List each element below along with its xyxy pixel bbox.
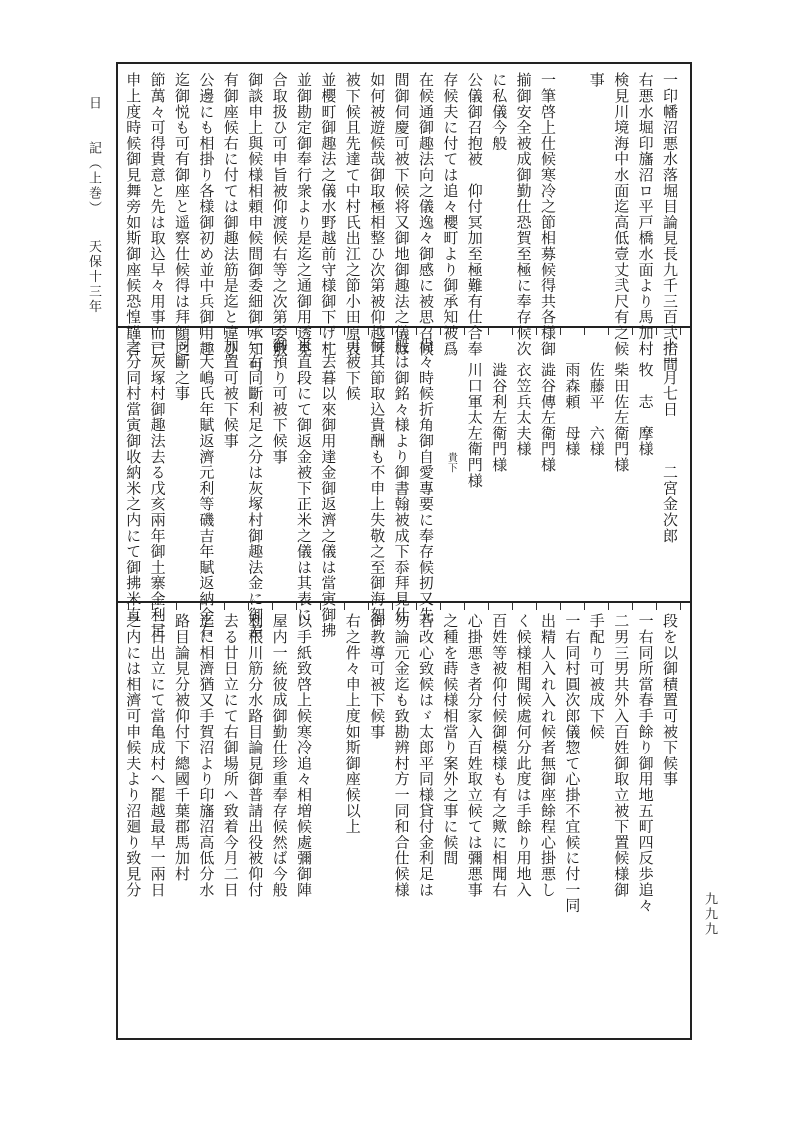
text-column: 澁谷利左衛門様	[490, 362, 509, 473]
text-column: 事	[587, 72, 606, 88]
ruler-tick	[128, 603, 129, 610]
ruler-tick	[464, 603, 465, 610]
ruler-tick	[224, 328, 225, 335]
text-column: 有御座候右に付ては御趣法筋是迄と違ひ	[221, 72, 240, 357]
text-column: 合取扱ひ可申旨被仰渡候右等之次第委敷	[270, 72, 289, 357]
ruler-tick	[488, 603, 489, 610]
ruler-tick	[272, 328, 273, 335]
ruler-tick	[320, 603, 321, 610]
ruler-tick	[200, 603, 201, 610]
ruler-tick	[200, 328, 201, 335]
text-column: 一去暮以來御用達金御返濟之儀は當寅御拂	[319, 338, 338, 639]
ruler-tick	[560, 603, 561, 610]
text-column: 検見川境海中水面迄高低壹丈弐尺有之候	[612, 72, 631, 357]
text-column: 一灰塚村御趣法去る戊亥兩年御土寨金利足	[148, 338, 167, 639]
text-column: 間御伺慶可被下候将又御地御趣法之儀は	[392, 72, 411, 357]
ruler-tick	[656, 328, 657, 335]
text-column: 迄に相濟猶又手賀沼より印旛沼高低分水	[197, 613, 216, 898]
text-column: 在候通御趣法向之儀逸々御感に被思召候	[417, 72, 435, 357]
text-column: 路目論見分被仰付下總國千葉郡馬加村	[173, 613, 191, 882]
text-column: 手配り可被成下候	[587, 613, 606, 740]
ruler-tick	[440, 603, 441, 610]
text-column: 若改心致候はゞ太郎平同様貸付金利足は	[417, 613, 435, 898]
text-column: 澁谷傳左衛門様	[539, 362, 557, 473]
text-column: 一右同斷利足之分は灰塚村御趣法金に御差	[246, 338, 265, 639]
text-column: 加置可被下候事	[221, 338, 240, 449]
text-column: 揃御安全被成御勤仕恐賀至極に奉存候次	[514, 72, 533, 357]
text-column: 一右同村圓次郎儀惣て心掛不宜候に付一同	[563, 613, 582, 914]
ruler-tick	[512, 328, 513, 335]
text-column: 牧 志 摩様	[636, 362, 655, 457]
text-column: 勿論元金迄も致勘辨村方一同和合仕候様	[392, 613, 411, 898]
ruler-tick	[440, 328, 441, 335]
text-column: 申上度時候御見舞旁如斯御座候恐惶謹言	[124, 72, 143, 357]
ruler-tick	[608, 328, 609, 335]
text-column: 迄御悦も可有御座と遥察仕候得は拜顔之	[173, 72, 191, 357]
ruler-tick	[512, 603, 513, 610]
text-column: 段を以御積置可被下候事	[661, 613, 679, 787]
text-column: 之種を蒔候様相當り案外之事に候間	[441, 613, 460, 866]
text-column: に私儀今般	[490, 72, 509, 151]
text-column: 心掛悪き者分家入百姓取立候ては彌悪事	[465, 613, 484, 898]
ruler-tick	[416, 603, 417, 610]
text-column: 御預り可被下候事	[270, 338, 289, 465]
text-column: 被下候且先達て中村氏出江之節小田原表	[343, 72, 362, 357]
ruler-tick	[296, 603, 297, 610]
text-column: 之内には相濟可申候夫より沼廻り致見分	[124, 613, 143, 898]
ruler-tick	[464, 328, 465, 335]
text-column: 出精人入れ入れ候者無御座餘程心掛悪し	[539, 613, 557, 898]
book-title: 日 記（上巻）	[86, 96, 101, 210]
ruler-tick	[608, 603, 609, 610]
ruler-tick	[224, 603, 225, 610]
text-column: 一筆啓上仕候寒冷之節相募候得共各様御	[539, 72, 557, 357]
ruler-tick	[536, 603, 537, 610]
ruler-tick	[344, 328, 345, 335]
text-column: 御談申上與候様相頼申候間御委細御承知可	[246, 72, 265, 373]
page-number: 九九九	[702, 892, 717, 937]
text-column: 川口軍太左衛門様	[465, 362, 484, 489]
ruler-tick	[560, 328, 561, 335]
ruler-tick	[632, 328, 633, 335]
ruler-tick	[248, 603, 249, 610]
ruler-tick	[152, 603, 153, 610]
ruler-tick	[152, 328, 153, 335]
ruler-tick	[416, 328, 417, 335]
text-column: 屋内一統彼成御勤仕珍重奉存候然ば今般	[270, 613, 289, 898]
text-column: 一右同所當春手餘り御用地五町四反歩追々	[636, 613, 655, 914]
text-column: 之分同村當寅御收納米之内にて御拂米直	[124, 338, 143, 623]
text-column: 如何被遊候哉御取極相整ひ次第被仰越可	[368, 72, 387, 357]
ruler-tick	[680, 328, 681, 335]
ruler-tick	[248, 328, 249, 335]
ruler-tick	[368, 603, 369, 610]
ruler-tick	[320, 328, 321, 335]
text-column: 尙々時候折角御自愛專要に奉存候扨又先	[417, 338, 435, 623]
era-label: 天保十三年	[86, 239, 101, 315]
ruler-tick	[296, 328, 297, 335]
text-column: 米直段にて御返金被下正米之儀は其表に	[295, 338, 313, 623]
text-column: 貴下	[445, 452, 457, 474]
text-column: 御教導可被下候事	[368, 613, 387, 740]
text-column: 並櫻町御趣法之儀水野越前守様御下げ札	[319, 72, 338, 357]
text-column: 並御勘定御奉行衆より是迄之通御用透見	[295, 72, 313, 357]
text-column: 十一月七日 二宮金次郎	[661, 338, 679, 544]
text-section-middle	[122, 332, 684, 639]
text-column: 右之件々申上度如斯御座候以上	[343, 613, 362, 835]
text-column: 柴田佐左衛門様	[612, 362, 631, 473]
text-column: く候様相聞候處何分此度は手餘り用地入	[514, 613, 533, 898]
text-column: 一大嶋氏年賦返濟元利等磯吉年賦返納金右	[197, 338, 216, 639]
text-column: 三日出立にて當亀成村へ罷越最早一兩日	[148, 613, 167, 898]
ruler-tick	[272, 603, 273, 610]
ruler-tick	[584, 603, 585, 610]
text-column: 去る廿日立にて右御場所へ致着今月二日	[221, 613, 240, 898]
ruler-tick	[584, 328, 585, 335]
text-column: 同斷之事	[173, 338, 191, 402]
ruler-tick	[392, 603, 393, 610]
ruler-tick	[176, 328, 177, 335]
text-column: 一印幡沼悪水落堀目論見長九千三百弐拾間	[661, 72, 679, 373]
text-column: 公儀御召抱被 仰付冥加至極難有仕合奉	[465, 72, 484, 357]
ruler-tick	[368, 328, 369, 335]
text-column: 衣笠兵太夫様	[514, 362, 533, 457]
running-header	[84, 96, 103, 315]
ruler-tick	[632, 603, 633, 610]
text-column: 可被下候	[343, 338, 362, 402]
ruler-tick	[344, 603, 345, 610]
ruler-tick	[176, 603, 177, 610]
text-column: 以手紙致啓上候寒冷追々相増候處彌御陣	[295, 613, 313, 898]
text-column: 利根川筋分水路目論見御普請出役被仰付	[246, 613, 265, 898]
text-column: 雨森頼 母様	[563, 362, 582, 457]
text-column: 般は御銘々様より御書翰被成下忝拜見仕	[392, 338, 411, 623]
text-column: 候其節取込貴酬も不申上失敬之至御海恕	[368, 338, 387, 623]
ruler-tick	[392, 328, 393, 335]
text-column: 百姓等被仰付候御模様も有之歟に相聞右	[490, 613, 509, 898]
ruler-tick	[680, 603, 681, 610]
ruler-tick	[536, 328, 537, 335]
ruler-tick	[128, 328, 129, 335]
text-column: 右悪水堀印旛沼ロ平戸橋水面より馬加村	[636, 72, 655, 357]
text-column: 公邊にも相掛り各様御初め並中兵御用趣	[197, 72, 216, 357]
text-column: 節萬々可得貴意と先は取込早々用事而已	[148, 72, 167, 357]
text-column: 存候夫に付ては追々櫻町より御承知被爲	[441, 72, 460, 357]
ruler-tick	[488, 328, 489, 335]
text-column: 佐藤平 六様	[587, 362, 606, 457]
text-column: 二男三男共外入百姓御取立被下置候様御	[612, 613, 631, 898]
ruler-tick	[656, 603, 657, 610]
text-section-bottom	[122, 607, 684, 1035]
